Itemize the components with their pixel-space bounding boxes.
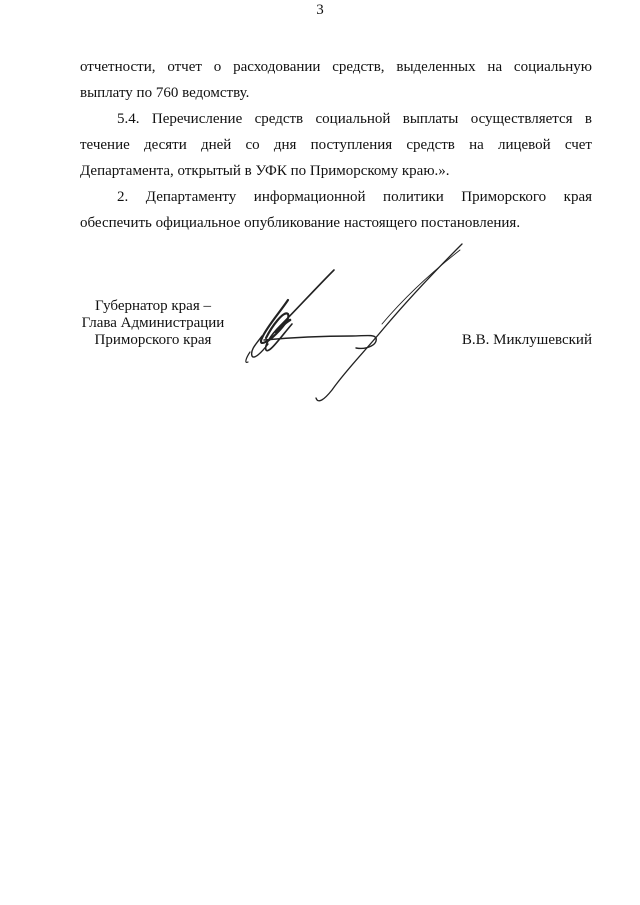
paragraph-item-2: 2. Департаменту информационной политики Приморского края обеспечить официальное опубликование настоящего постановления. [80,189,592,231]
signatory-title-line: Приморского края [94,332,212,348]
signature-stroke [316,244,462,401]
handwritten-signature [236,240,468,405]
signatory-title-line: Губернатор края – [95,298,211,314]
signatory-title-line: Глава Администрации [81,315,225,331]
paragraph-continuation: отчетности, отчет о расходовании средств, выделенных на социальную выплату по 760 ведомству. [80,59,592,101]
paragraph-item-5-4: 5.4. Перечисление средств социальной выплаты осуществляется в течение десяти дней со дня поступления средств на лицевой счет Департамента, открытый в УФК по Приморскому краю.». [80,111,592,179]
signature-stroke [276,320,290,332]
page-number: 3 [316,2,324,18]
signature-stroke [246,352,250,362]
signatory-name: В.В. Миклушевский [461,332,592,348]
document-body [80,54,592,236]
signatory-title [78,298,228,349]
